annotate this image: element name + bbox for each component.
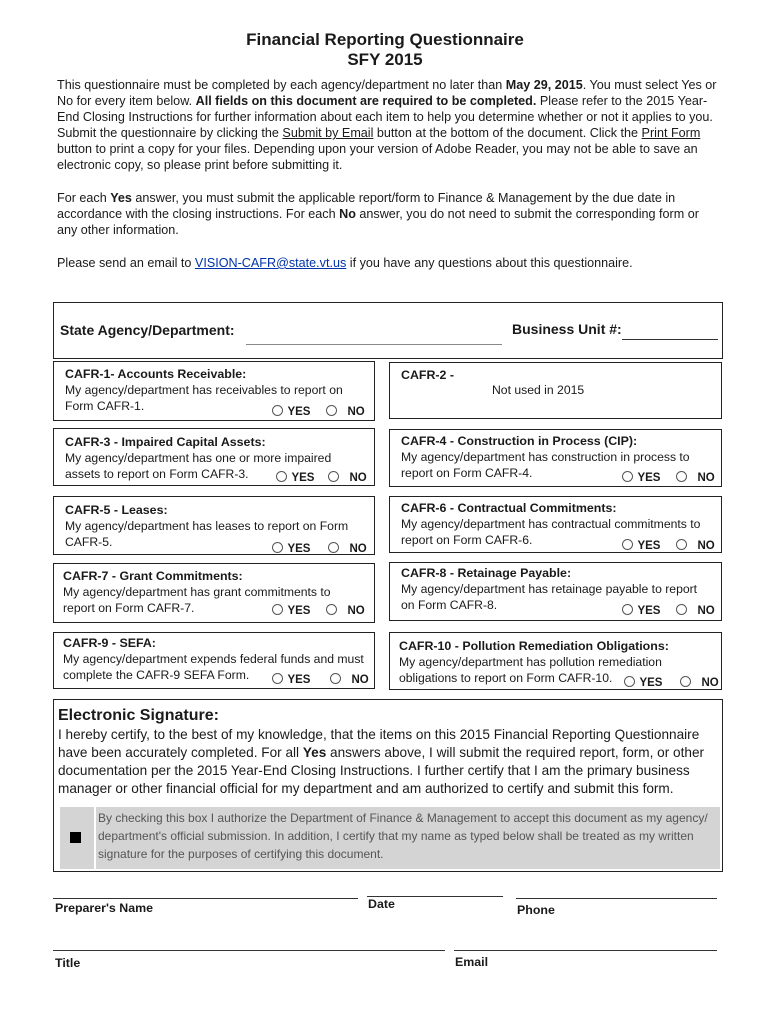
agency-label: State Agency/Department:: [60, 322, 235, 338]
item-cafr-8: [389, 562, 722, 621]
item-cafr-6: [389, 496, 722, 553]
yes-option[interactable]: YES: [272, 601, 310, 619]
no-radio[interactable]: [326, 405, 337, 416]
no-radio[interactable]: [680, 676, 691, 687]
authorize-text-area: [96, 807, 720, 869]
no-option[interactable]: NO: [328, 539, 367, 557]
item-title: CAFR-2 -: [401, 368, 454, 382]
item-title: CAFR-5 - Leases:: [65, 503, 168, 517]
item-desc: report on Form CAFR-7.: [63, 601, 195, 615]
item-cafr-4: [389, 429, 722, 487]
item-desc: report on Form CAFR-6.: [401, 533, 533, 547]
yes-option[interactable]: YES: [622, 601, 660, 619]
title-input[interactable]: [53, 950, 445, 951]
item-desc: My agency/department has leases to report on Form: [65, 519, 349, 533]
authorize-checkbox-area[interactable]: [60, 807, 94, 869]
item-cafr-9: [53, 632, 375, 689]
yes-option[interactable]: YES: [624, 673, 662, 691]
yes-radio[interactable]: [622, 604, 633, 615]
date-label: Date: [368, 897, 395, 911]
item-title: CAFR-7 - Grant Commitments:: [63, 569, 243, 583]
no-option[interactable]: NO: [676, 468, 715, 486]
item-cafr-1: [53, 361, 375, 421]
submit-by-email-link[interactable]: Submit by Email: [282, 126, 374, 141]
no-option[interactable]: NO: [326, 601, 365, 619]
print-form-link[interactable]: Print Form: [641, 126, 701, 141]
no-radio[interactable]: [326, 604, 337, 615]
business-unit-input[interactable]: [622, 317, 718, 340]
email-input[interactable]: [454, 950, 717, 951]
item-desc: on Form CAFR-8.: [401, 598, 498, 612]
intro-paragraph-2: For each Yes answer, you must submit the applicable report/form to Finance & Management by the due date in accordance with the closing instructions. For each No answer, you do not need to submit the corresponding form or any other information.: [57, 190, 699, 237]
yes-radio[interactable]: [622, 539, 633, 550]
phone-input[interactable]: [516, 898, 717, 899]
yes-radio[interactable]: [276, 471, 287, 482]
item-desc: report on Form CAFR-4.: [401, 466, 533, 480]
signature-title: Electronic Signature:: [58, 707, 219, 724]
no-option[interactable]: NO: [676, 601, 715, 619]
yes-radio[interactable]: [272, 604, 283, 615]
no-option[interactable]: NO: [330, 670, 369, 688]
yes-radio[interactable]: [272, 673, 283, 684]
item-desc: My agency/department has grant commitments to: [63, 585, 331, 599]
item-desc: complete the CAFR-9 SEFA Form.: [63, 668, 250, 682]
title-label: Title: [55, 956, 81, 970]
item-desc: My agency/department has construction in process to: [401, 450, 690, 464]
business-unit-label: Business Unit #:: [512, 321, 622, 337]
no-radio[interactable]: [330, 673, 341, 684]
no-option[interactable]: NO: [328, 468, 367, 486]
yes-option[interactable]: YES: [276, 468, 314, 486]
item-desc: My agency/department has receivables to report on: [65, 383, 343, 397]
yes-radio[interactable]: [272, 542, 283, 553]
intro-paragraph-3: Please send an email to VISION-CAFR@state.vt.us if you have any questions about this questionnaire.: [57, 255, 633, 270]
email-label: Email: [455, 955, 489, 969]
no-radio[interactable]: [328, 542, 339, 553]
authorize-checkbox[interactable]: [70, 832, 81, 843]
item-desc: Not used in 2015: [492, 383, 585, 397]
yes-radio[interactable]: [622, 471, 633, 482]
preparer-name-label: Preparer's Name: [55, 901, 153, 915]
email-link[interactable]: VISION-CAFR@state.vt.us: [194, 255, 347, 270]
item-title: CAFR-6 - Contractual Commitments:: [401, 501, 617, 515]
intro-text: [57, 77, 719, 271]
item-title: CAFR-3 - Impaired Capital Assets:: [65, 435, 266, 449]
item-desc: obligations to report on Form CAFR-10.: [399, 671, 613, 685]
item-title: CAFR-9 - SEFA:: [63, 636, 156, 650]
preparer-name-input[interactable]: [53, 898, 358, 899]
no-radio[interactable]: [676, 604, 687, 615]
item-desc: My agency/department has contractual commitments to: [401, 517, 701, 531]
no-option[interactable]: NO: [676, 536, 715, 554]
certification-text: I hereby certify, to the best of my knowledge, that the items on this 2015 Financial Reporting Questionnaire have been accurately completed. For all Yes answers above, I will submit the required report, form, or other documentation per the 2015 Year-End Closing Instructions. I further certify that I am the primary business manager or other financial official for my department and am authorized to certify and submit this form.: [58, 727, 705, 796]
item-title: CAFR-8 - Retainage Payable:: [401, 566, 572, 580]
item-title: CAFR-10 - Pollution Remediation Obligations:: [399, 639, 669, 653]
phone-label: Phone: [517, 903, 555, 917]
no-radio[interactable]: [676, 471, 687, 482]
item-desc: assets to report on Form CAFR-3.: [65, 467, 249, 481]
item-cafr-3: [53, 428, 375, 486]
yes-option[interactable]: YES: [272, 539, 310, 557]
page-subtitle: SFY 2015: [347, 50, 423, 69]
intro-paragraph-1: This questionnaire must be completed by each agency/department no later than May 29, 2015. You must select Yes or No for every item below. All fields on this document are required to be completed. Please refer to the 2015 Year-End Closing Instructions for further information about each item to help you determine whether or not it applies to you. Submit the questionnaire by clicking the Submit by Email button at the bottom of the document. Click the Print Form button to print a copy for your files. Depending upon your version of Adobe Reader, you may not be able to save an electronic copy, so please print before submitting it.: [57, 78, 717, 173]
item-cafr-2: [389, 362, 722, 419]
yes-option[interactable]: YES: [622, 468, 660, 486]
item-cafr-10: [389, 632, 722, 690]
deadline: May 29, 2015: [505, 78, 583, 92]
item-desc: My agency/department has pollution remediation: [399, 655, 662, 669]
item-desc: CAFR-5.: [65, 535, 113, 549]
yes-option[interactable]: YES: [272, 670, 310, 688]
yes-radio[interactable]: [272, 405, 283, 416]
item-cafr-7: [53, 563, 375, 623]
page-title: Financial Reporting Questionnaire: [246, 30, 524, 49]
signature-box: [53, 699, 723, 872]
authorize-text: By checking this box I authorize the Department of Finance & Management to accept this document as my agency/ department's official submission. In addition, I certify that my name as typed below shall be treated as my written signature for the purposes of certifying this document.: [98, 811, 708, 861]
item-desc: My agency/department expends federal funds and must: [63, 652, 364, 666]
item-cafr-5: [53, 496, 375, 555]
yes-radio[interactable]: [624, 676, 635, 687]
agency-box: [53, 302, 723, 359]
item-title: CAFR-1- Accounts Receivable:: [65, 367, 247, 381]
no-radio[interactable]: [328, 471, 339, 482]
item-desc: My agency/department has retainage payable to report: [401, 582, 698, 596]
yes-option[interactable]: YES: [622, 536, 660, 554]
no-radio[interactable]: [676, 539, 687, 550]
item-desc: Form CAFR-1.: [65, 399, 145, 413]
no-option[interactable]: NO: [326, 402, 365, 420]
agency-input[interactable]: [246, 322, 502, 345]
yes-option[interactable]: YES: [272, 402, 310, 420]
item-title: CAFR-4 - Construction in Process (CIP):: [401, 434, 638, 448]
item-desc: My agency/department has one or more impaired: [65, 451, 332, 465]
no-option[interactable]: NO: [680, 673, 719, 691]
